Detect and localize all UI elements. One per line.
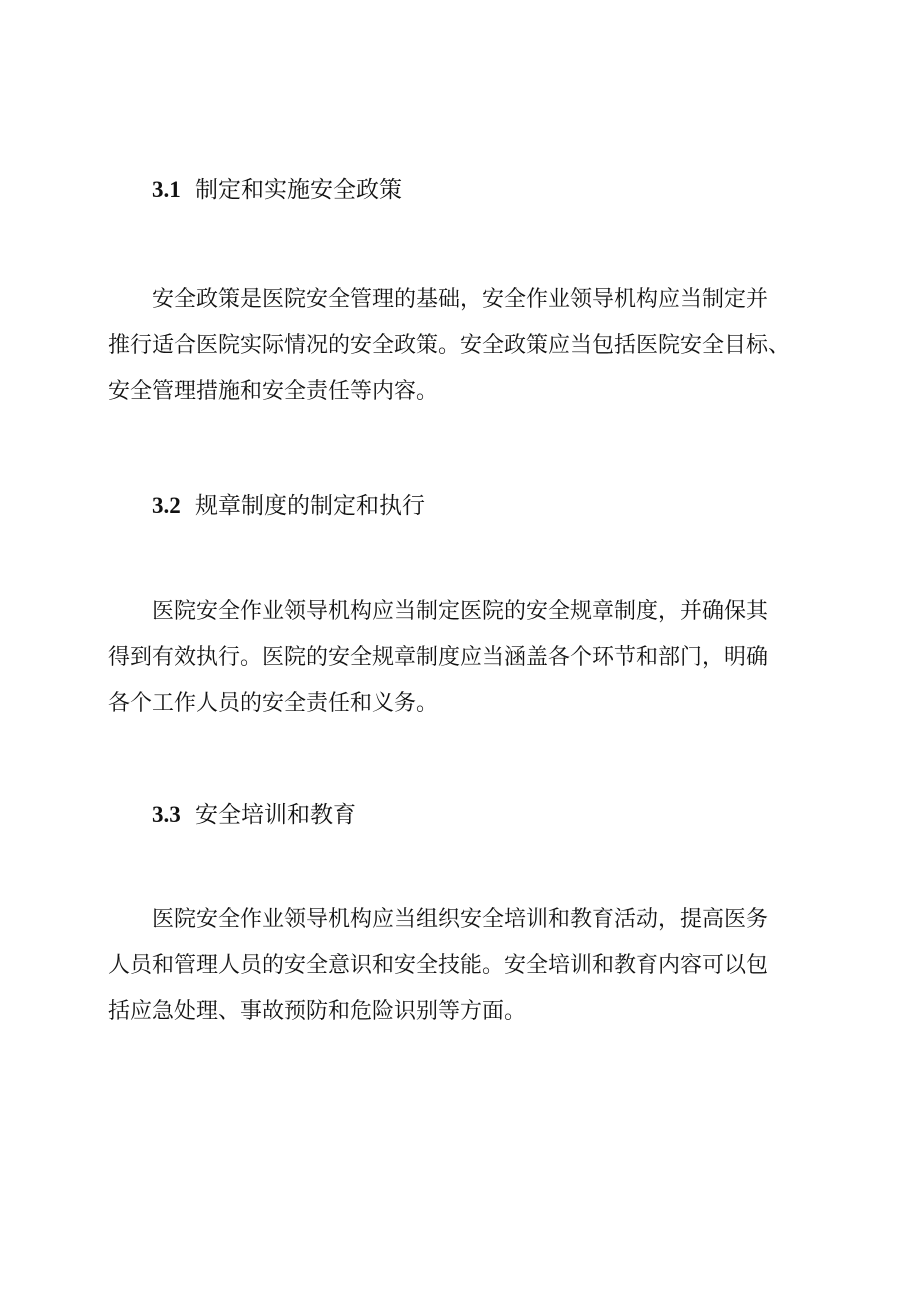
section-number: 3.3 <box>152 802 181 827</box>
paragraph-line: 各个工作人员的安全责任和义务。 <box>108 691 439 716</box>
paragraph-line: 医院安全作业领导机构应当制定医院的安全规章制度，并确保其 <box>152 599 769 624</box>
paragraph-line: 得到有效执行。医院的安全规章制度应当涵盖各个环节和部门，明确 <box>108 645 769 670</box>
paragraph-line: 医院安全作业领导机构应当组织安全培训和教育活动，提高医务 <box>152 907 769 932</box>
paragraph-line: 安全管理措施和安全责任等内容。 <box>108 379 439 404</box>
section-heading-3-3 <box>152 800 356 830</box>
paragraph-line: 括应急处理、事故预防和危险识别等方面。 <box>108 999 527 1024</box>
paragraph-line: 安全政策是医院安全管理的基础，安全作业领导机构应当制定并 <box>152 287 769 312</box>
paragraph-line: 人员和管理人员的安全意识和安全技能。安全培训和教育内容可以包 <box>108 953 769 978</box>
section-paragraph-3-2 <box>108 589 818 727</box>
section-paragraph-3-3 <box>108 897 818 1035</box>
section-heading-3-2 <box>152 491 425 521</box>
section-title: 制定和实施安全政策 <box>195 177 402 203</box>
section-title: 规章制度的制定和执行 <box>195 493 425 519</box>
section-number: 3.1 <box>152 177 181 202</box>
section-title: 安全培训和教育 <box>195 802 356 828</box>
section-paragraph-3-1 <box>108 277 818 415</box>
section-number: 3.2 <box>152 493 181 518</box>
paragraph-line: 推行适合医院实际情况的安全政策。安全政策应当包括医院安全目标、 <box>108 333 791 358</box>
section-heading-3-1 <box>152 175 402 205</box>
